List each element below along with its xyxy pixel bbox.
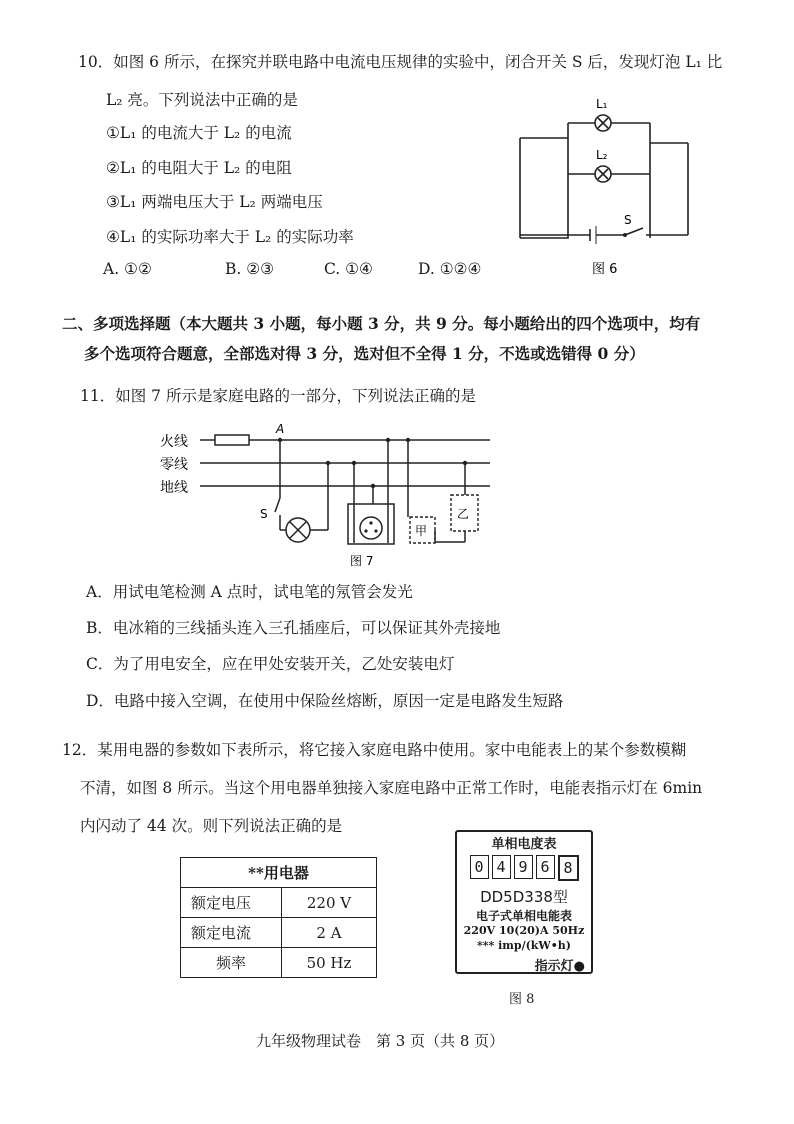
figure-8-caption: 图 8 bbox=[509, 992, 535, 1007]
meter-model: DD5D338型 bbox=[480, 888, 568, 906]
spec-value: 2 A bbox=[282, 918, 377, 948]
meter-title: 单相电度表 bbox=[491, 837, 557, 852]
figure-7-switch-label: S bbox=[260, 507, 268, 521]
meter-digit-display bbox=[457, 855, 591, 881]
figure-6-s-label: S bbox=[624, 213, 632, 227]
figure-6-parallel-circuit bbox=[510, 88, 700, 288]
meter-digit: 6 bbox=[536, 855, 555, 879]
q10-stem-line2: L₂ 亮。下列说法中正确的是 bbox=[106, 91, 298, 109]
q10-option-b: B. ②③ bbox=[225, 260, 275, 278]
figure-6-l1-label: L₁ bbox=[596, 97, 608, 111]
table-row bbox=[181, 888, 377, 918]
meter-digit: 0 bbox=[470, 855, 489, 879]
figure-6-l2-label: L₂ bbox=[596, 148, 608, 162]
q10-option-d: D. ①②④ bbox=[418, 260, 482, 278]
meter-type: 电子式单相电能表 bbox=[475, 909, 572, 923]
figure-7-yi-label: 乙 bbox=[457, 507, 470, 521]
meter-digit: 4 bbox=[492, 855, 511, 879]
figure-6-caption: 图 6 bbox=[592, 262, 618, 277]
q12-stem-line2: 不清，如图 8 所示。当这个用电器单独接入家庭电路中正常工作时，电能表指示灯在 6min bbox=[80, 779, 703, 797]
spec-value: 220 V bbox=[282, 888, 377, 918]
q10-option-c: C. ①④ bbox=[324, 260, 373, 278]
figure-8-energy-meter bbox=[455, 830, 593, 974]
spec-label: 频率 bbox=[181, 948, 282, 978]
q12-stem-line3: 内闪动了 44 次。则下列说法正确的是 bbox=[80, 817, 343, 835]
meter-imp-constant: *** imp/(kW•h) bbox=[476, 939, 572, 952]
figure-7-neutral-label: 零线 bbox=[160, 457, 188, 473]
q10-stem-line1: 10．如图 6 所示，在探究并联电路中电流电压规律的实验中，闭合开关 S 后，发现灯泡 L₁ 比 bbox=[78, 53, 723, 71]
meter-digit: 8 bbox=[558, 855, 579, 881]
figure-7-point-a-label: A bbox=[276, 422, 285, 436]
q11-option-a: A．用试电笔检测 A 点时，试电笔的氖管会发光 bbox=[86, 583, 413, 601]
figure-7-caption: 图 7 bbox=[350, 554, 374, 568]
spec-value: 50 Hz bbox=[282, 948, 377, 978]
meter-rating: 220V 10(20)A 50Hz bbox=[463, 924, 585, 937]
q10-option-a: A. ①② bbox=[103, 260, 152, 278]
q11-option-b: B．电冰箱的三线插头连入三孔插座后，可以保证其外壳接地 bbox=[86, 619, 501, 637]
spec-table-title: **用电器 bbox=[181, 858, 377, 888]
figure-7-live-label: 火线 bbox=[160, 434, 188, 450]
q10-statement-1: ①L₁ 的电流大于 L₂ 的电流 bbox=[106, 124, 292, 142]
figure-7-jia-label: 甲 bbox=[415, 524, 428, 538]
meter-digit: 9 bbox=[514, 855, 533, 879]
spec-label: 额定电流 bbox=[181, 918, 282, 948]
q12-stem-line1: 12．某用电器的参数如下表所示，将它接入家庭电路中使用。家中电能表上的某个参数模糊 bbox=[62, 741, 687, 759]
table-row bbox=[181, 948, 377, 978]
figure-7-ground-label: 地线 bbox=[160, 480, 188, 496]
section-2-heading-line1: 二、多项选择题（本大题共 3 小题，每小题 3 分，共 9 分。每小题给出的四个选项中，均有 bbox=[62, 314, 701, 333]
q10-statement-2: ②L₁ 的电阻大于 L₂ 的电阻 bbox=[106, 159, 292, 177]
q10-statement-3: ③L₁ 两端电压大于 L₂ 两端电压 bbox=[106, 193, 323, 211]
section-2-heading-line2: 多个选项符合题意，全部选对得 3 分，选对但不全得 1 分，不选或选错得 0 分） bbox=[84, 344, 645, 363]
q11-option-c: C．为了用电安全，应在甲处安装开关，乙处安装电灯 bbox=[86, 655, 455, 673]
q10-statement-4: ④L₁ 的实际功率大于 L₂ 的实际功率 bbox=[106, 228, 354, 246]
q11-option-d: D．电路中接入空调，在使用中保险丝熔断，原因一定是电路发生短路 bbox=[86, 692, 564, 710]
appliance-spec-table bbox=[180, 857, 377, 978]
spec-label: 额定电压 bbox=[181, 888, 282, 918]
table-row bbox=[181, 918, 377, 948]
page-footer: 九年级物理试卷 第 3 页（共 8 页） bbox=[256, 1032, 505, 1050]
meter-indicator-light: 指示灯● bbox=[534, 959, 585, 974]
figure-7-household-circuit bbox=[160, 420, 500, 570]
q11-stem: 11．如图 7 所示是家庭电路的一部分，下列说法正确的是 bbox=[80, 387, 476, 405]
